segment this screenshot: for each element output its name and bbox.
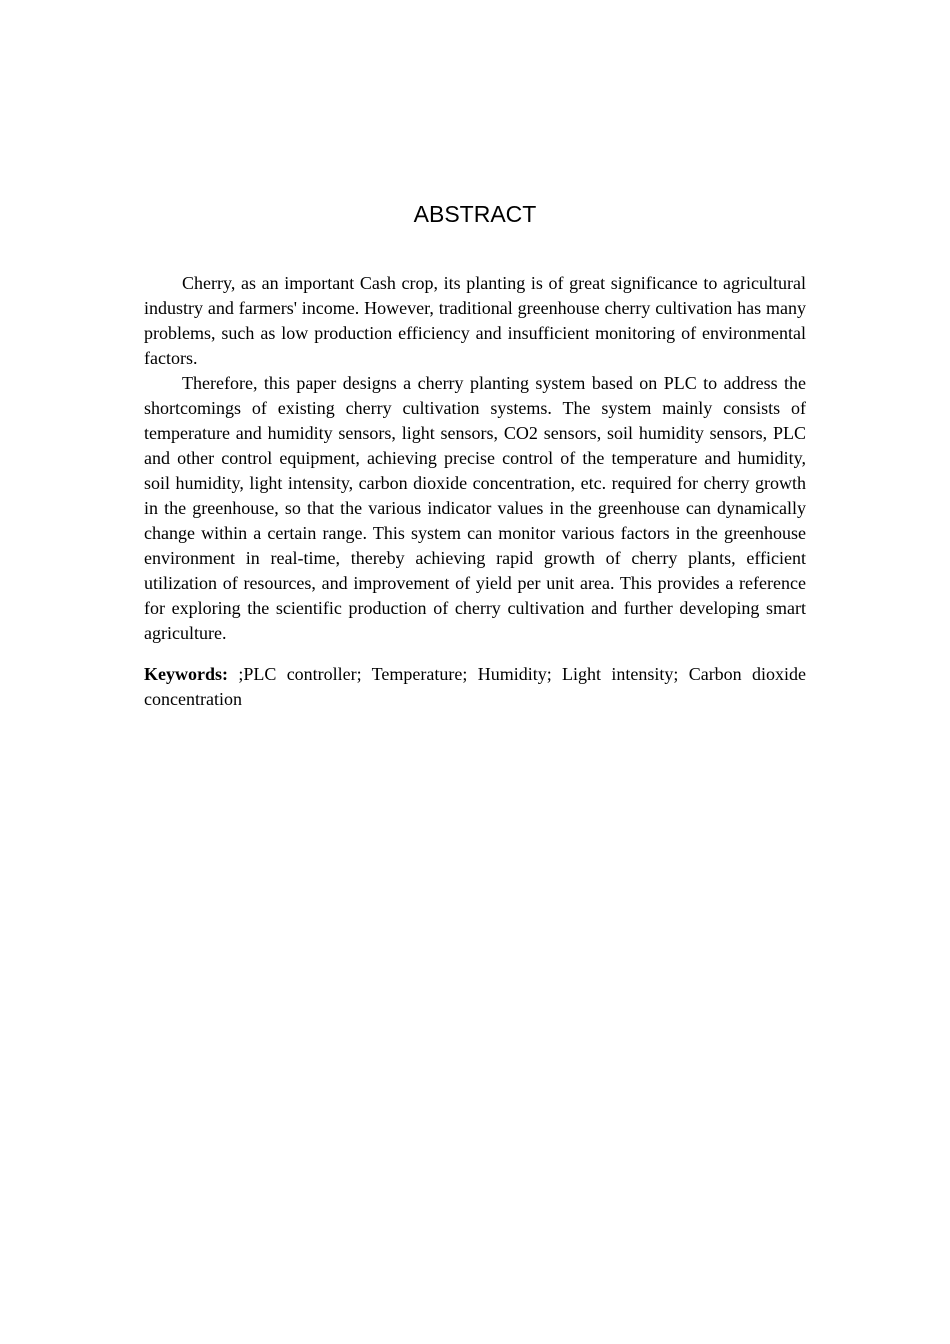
keywords-label: Keywords: [144,664,228,684]
keywords-line [144,662,806,712]
abstract-paragraph-1: Cherry, as an important Cash crop, its planting is of great significance to agricultural industry and farmers' income. However, traditional greenhouse cherry cultivation has many problems, such as low production efficiency and insufficient monitoring of environmental factors. [144,273,806,368]
abstract-title: ABSTRACT [413,201,537,227]
abstract-body [144,271,806,712]
abstract-paragraph-2: Therefore, this paper designs a cherry planting system based on PLC to address the shortcomings of existing cherry cultivation systems. The system mainly consists of temperature and humidity sensors, light sensors, CO2 sensors, soil humidity sensors, PLC and other control equipment, achieving precise control of the temperature and humidity, soil humidity, light intensity, carbon dioxide concentration, etc. required for cherry growth in the greenhouse, so that the various indicator values in the greenhouse can dynamically change within a certain range. This system can monitor various factors in the greenhouse environment in real-time, thereby achieving rapid growth of cherry plants, efficient utilization of resources, and improvement of yield per unit area. This provides a reference for exploring the scientific production of cherry cultivation and further developing smart agriculture. [144,373,806,643]
keywords-text: ;PLC controller; Temperature; Humidity; Light intensity; Carbon dioxide concentration [144,664,807,709]
